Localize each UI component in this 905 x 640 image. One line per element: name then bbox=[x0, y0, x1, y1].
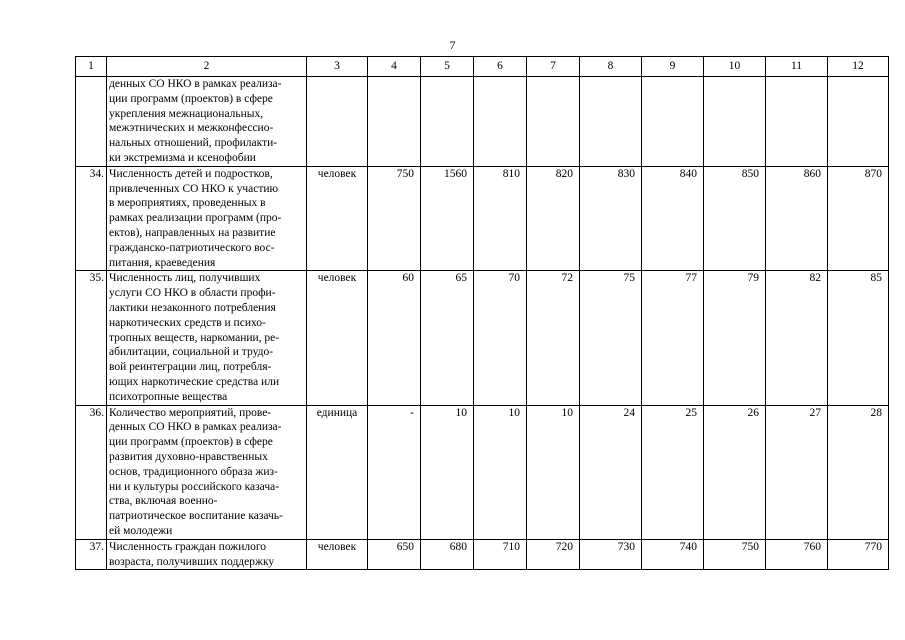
description-line: межэтнических и межконфессио- bbox=[109, 122, 274, 135]
row-number: 36. bbox=[76, 405, 107, 539]
value-cell: 27 bbox=[766, 405, 828, 539]
description-line: основ, традиционного образа жиз- bbox=[109, 465, 278, 478]
value-cell: 760 bbox=[766, 539, 828, 570]
value-cell: 850 bbox=[704, 166, 766, 271]
unit-cell: человек bbox=[307, 271, 368, 405]
description-line: денных СО НКО в рамках реализа- bbox=[109, 421, 282, 434]
value-cell: 680 bbox=[421, 539, 474, 570]
description-line: Численность детей и подростков, bbox=[109, 167, 273, 180]
table-row bbox=[76, 166, 889, 271]
value-cell: 26 bbox=[704, 405, 766, 539]
value-cell: 870 bbox=[828, 166, 889, 271]
header-cell: 9 bbox=[642, 57, 704, 77]
value-cell: 710 bbox=[474, 539, 527, 570]
description-line: ни и культуры российского казача- bbox=[109, 480, 280, 493]
row-number: 34. bbox=[76, 166, 107, 271]
indicators-table bbox=[75, 56, 889, 570]
value-cell bbox=[421, 77, 474, 167]
value-cell: 730 bbox=[580, 539, 642, 570]
header-cell: 5 bbox=[421, 57, 474, 77]
value-cell bbox=[474, 77, 527, 167]
description-line: ции программ (проектов) в сфере bbox=[109, 92, 273, 105]
description-line: абилитации, социальной и трудо- bbox=[109, 346, 274, 359]
value-cell: 750 bbox=[368, 166, 421, 271]
header-cell: 2 bbox=[107, 57, 307, 77]
value-cell: 10 bbox=[421, 405, 474, 539]
value-cell: 60 bbox=[368, 271, 421, 405]
unit-cell: единица bbox=[307, 405, 368, 539]
header-row bbox=[76, 57, 889, 77]
table-body bbox=[76, 57, 889, 570]
value-cell: 1560 bbox=[421, 166, 474, 271]
description-line: рамках реализации программ (про- bbox=[109, 212, 282, 225]
description-line: патриотическое воспитание казачь- bbox=[109, 510, 283, 523]
description-line: привлеченных СО НКО к участию bbox=[109, 182, 279, 195]
unit-cell: человек bbox=[307, 166, 368, 271]
value-cell: 24 bbox=[580, 405, 642, 539]
row-number: 37. bbox=[76, 539, 107, 570]
description-line: денных СО НКО в рамках реализа- bbox=[109, 78, 282, 90]
header-cell: 3 bbox=[307, 57, 368, 77]
description-line: ства, включая военно- bbox=[109, 495, 218, 508]
value-cell: 840 bbox=[642, 166, 704, 271]
indicator-description bbox=[107, 166, 307, 271]
header-cell: 8 bbox=[580, 57, 642, 77]
row-number bbox=[76, 77, 107, 167]
table-row bbox=[76, 271, 889, 405]
description-line: услуги СО НКО в области профи- bbox=[109, 287, 276, 300]
value-cell: 10 bbox=[527, 405, 580, 539]
description-line: Численность лиц, получивших bbox=[109, 272, 261, 285]
value-cell: 77 bbox=[642, 271, 704, 405]
indicator-description bbox=[107, 77, 307, 167]
description-line: ющих наркотические средства или bbox=[109, 375, 280, 388]
description-line: укрепления межнациональных, bbox=[109, 107, 264, 120]
description-line: развития духовно-нравственных bbox=[109, 450, 268, 463]
value-cell bbox=[642, 77, 704, 167]
value-cell: 820 bbox=[527, 166, 580, 271]
description-line: ей молодежи bbox=[109, 524, 173, 537]
header-cell: 7 bbox=[527, 57, 580, 77]
header-cell: 6 bbox=[474, 57, 527, 77]
value-cell: 770 bbox=[828, 539, 889, 570]
header-cell: 12 bbox=[828, 57, 889, 77]
value-cell bbox=[704, 77, 766, 167]
row-number: 35. bbox=[76, 271, 107, 405]
value-cell bbox=[766, 77, 828, 167]
table-row bbox=[76, 539, 889, 570]
value-cell: 25 bbox=[642, 405, 704, 539]
table-row bbox=[76, 405, 889, 539]
value-cell: 740 bbox=[642, 539, 704, 570]
value-cell: 28 bbox=[828, 405, 889, 539]
value-cell: 72 bbox=[527, 271, 580, 405]
description-line: питания, краеведения bbox=[109, 256, 216, 269]
indicator-description bbox=[107, 539, 307, 570]
unit-cell: человек bbox=[307, 539, 368, 570]
description-line: вой реинтеграции лиц, потребля- bbox=[109, 361, 272, 374]
description-line: возраста, получивших поддержку bbox=[109, 555, 275, 568]
description-line: нальных отношений, профилакти- bbox=[109, 137, 278, 150]
description-line: ки экстремизма и ксенофобии bbox=[109, 151, 256, 164]
indicator-description bbox=[107, 405, 307, 539]
description-line: лактики незаконного потребления bbox=[109, 301, 276, 314]
value-cell: 70 bbox=[474, 271, 527, 405]
value-cell bbox=[828, 77, 889, 167]
value-cell bbox=[580, 77, 642, 167]
value-cell: 860 bbox=[766, 166, 828, 271]
description-line: психотропные вещества bbox=[109, 390, 228, 403]
unit-cell bbox=[307, 77, 368, 167]
value-cell: 79 bbox=[704, 271, 766, 405]
description-line: в мероприятиях, проведенных в bbox=[109, 197, 266, 210]
description-line: ектов), направленных на развитие bbox=[109, 226, 276, 239]
value-cell: 830 bbox=[580, 166, 642, 271]
value-cell: 85 bbox=[828, 271, 889, 405]
description-line: ции программ (проектов) в сфере bbox=[109, 436, 273, 449]
description-line: наркотических средств и психо- bbox=[109, 316, 266, 329]
value-cell: 720 bbox=[527, 539, 580, 570]
indicator-description bbox=[107, 271, 307, 405]
header-cell: 10 bbox=[704, 57, 766, 77]
description-line: тропных веществ, наркомании, ре- bbox=[109, 331, 280, 344]
header-cell: 4 bbox=[368, 57, 421, 77]
table-row bbox=[76, 77, 889, 167]
value-cell bbox=[527, 77, 580, 167]
value-cell: 810 bbox=[474, 166, 527, 271]
description-line: гражданско-патриотического вос- bbox=[109, 241, 275, 254]
header-cell: 11 bbox=[766, 57, 828, 77]
value-cell: - bbox=[368, 405, 421, 539]
value-cell: 75 bbox=[580, 271, 642, 405]
value-cell: 650 bbox=[368, 539, 421, 570]
header-cell: 1 bbox=[76, 57, 107, 77]
description-line: Численность граждан пожилого bbox=[109, 540, 267, 553]
description-line: Количество мероприятий, прове- bbox=[109, 406, 272, 419]
value-cell: 82 bbox=[766, 271, 828, 405]
value-cell: 750 bbox=[704, 539, 766, 570]
value-cell bbox=[368, 77, 421, 167]
value-cell: 65 bbox=[421, 271, 474, 405]
value-cell: 10 bbox=[474, 405, 527, 539]
page-number: 7 bbox=[449, 38, 456, 52]
